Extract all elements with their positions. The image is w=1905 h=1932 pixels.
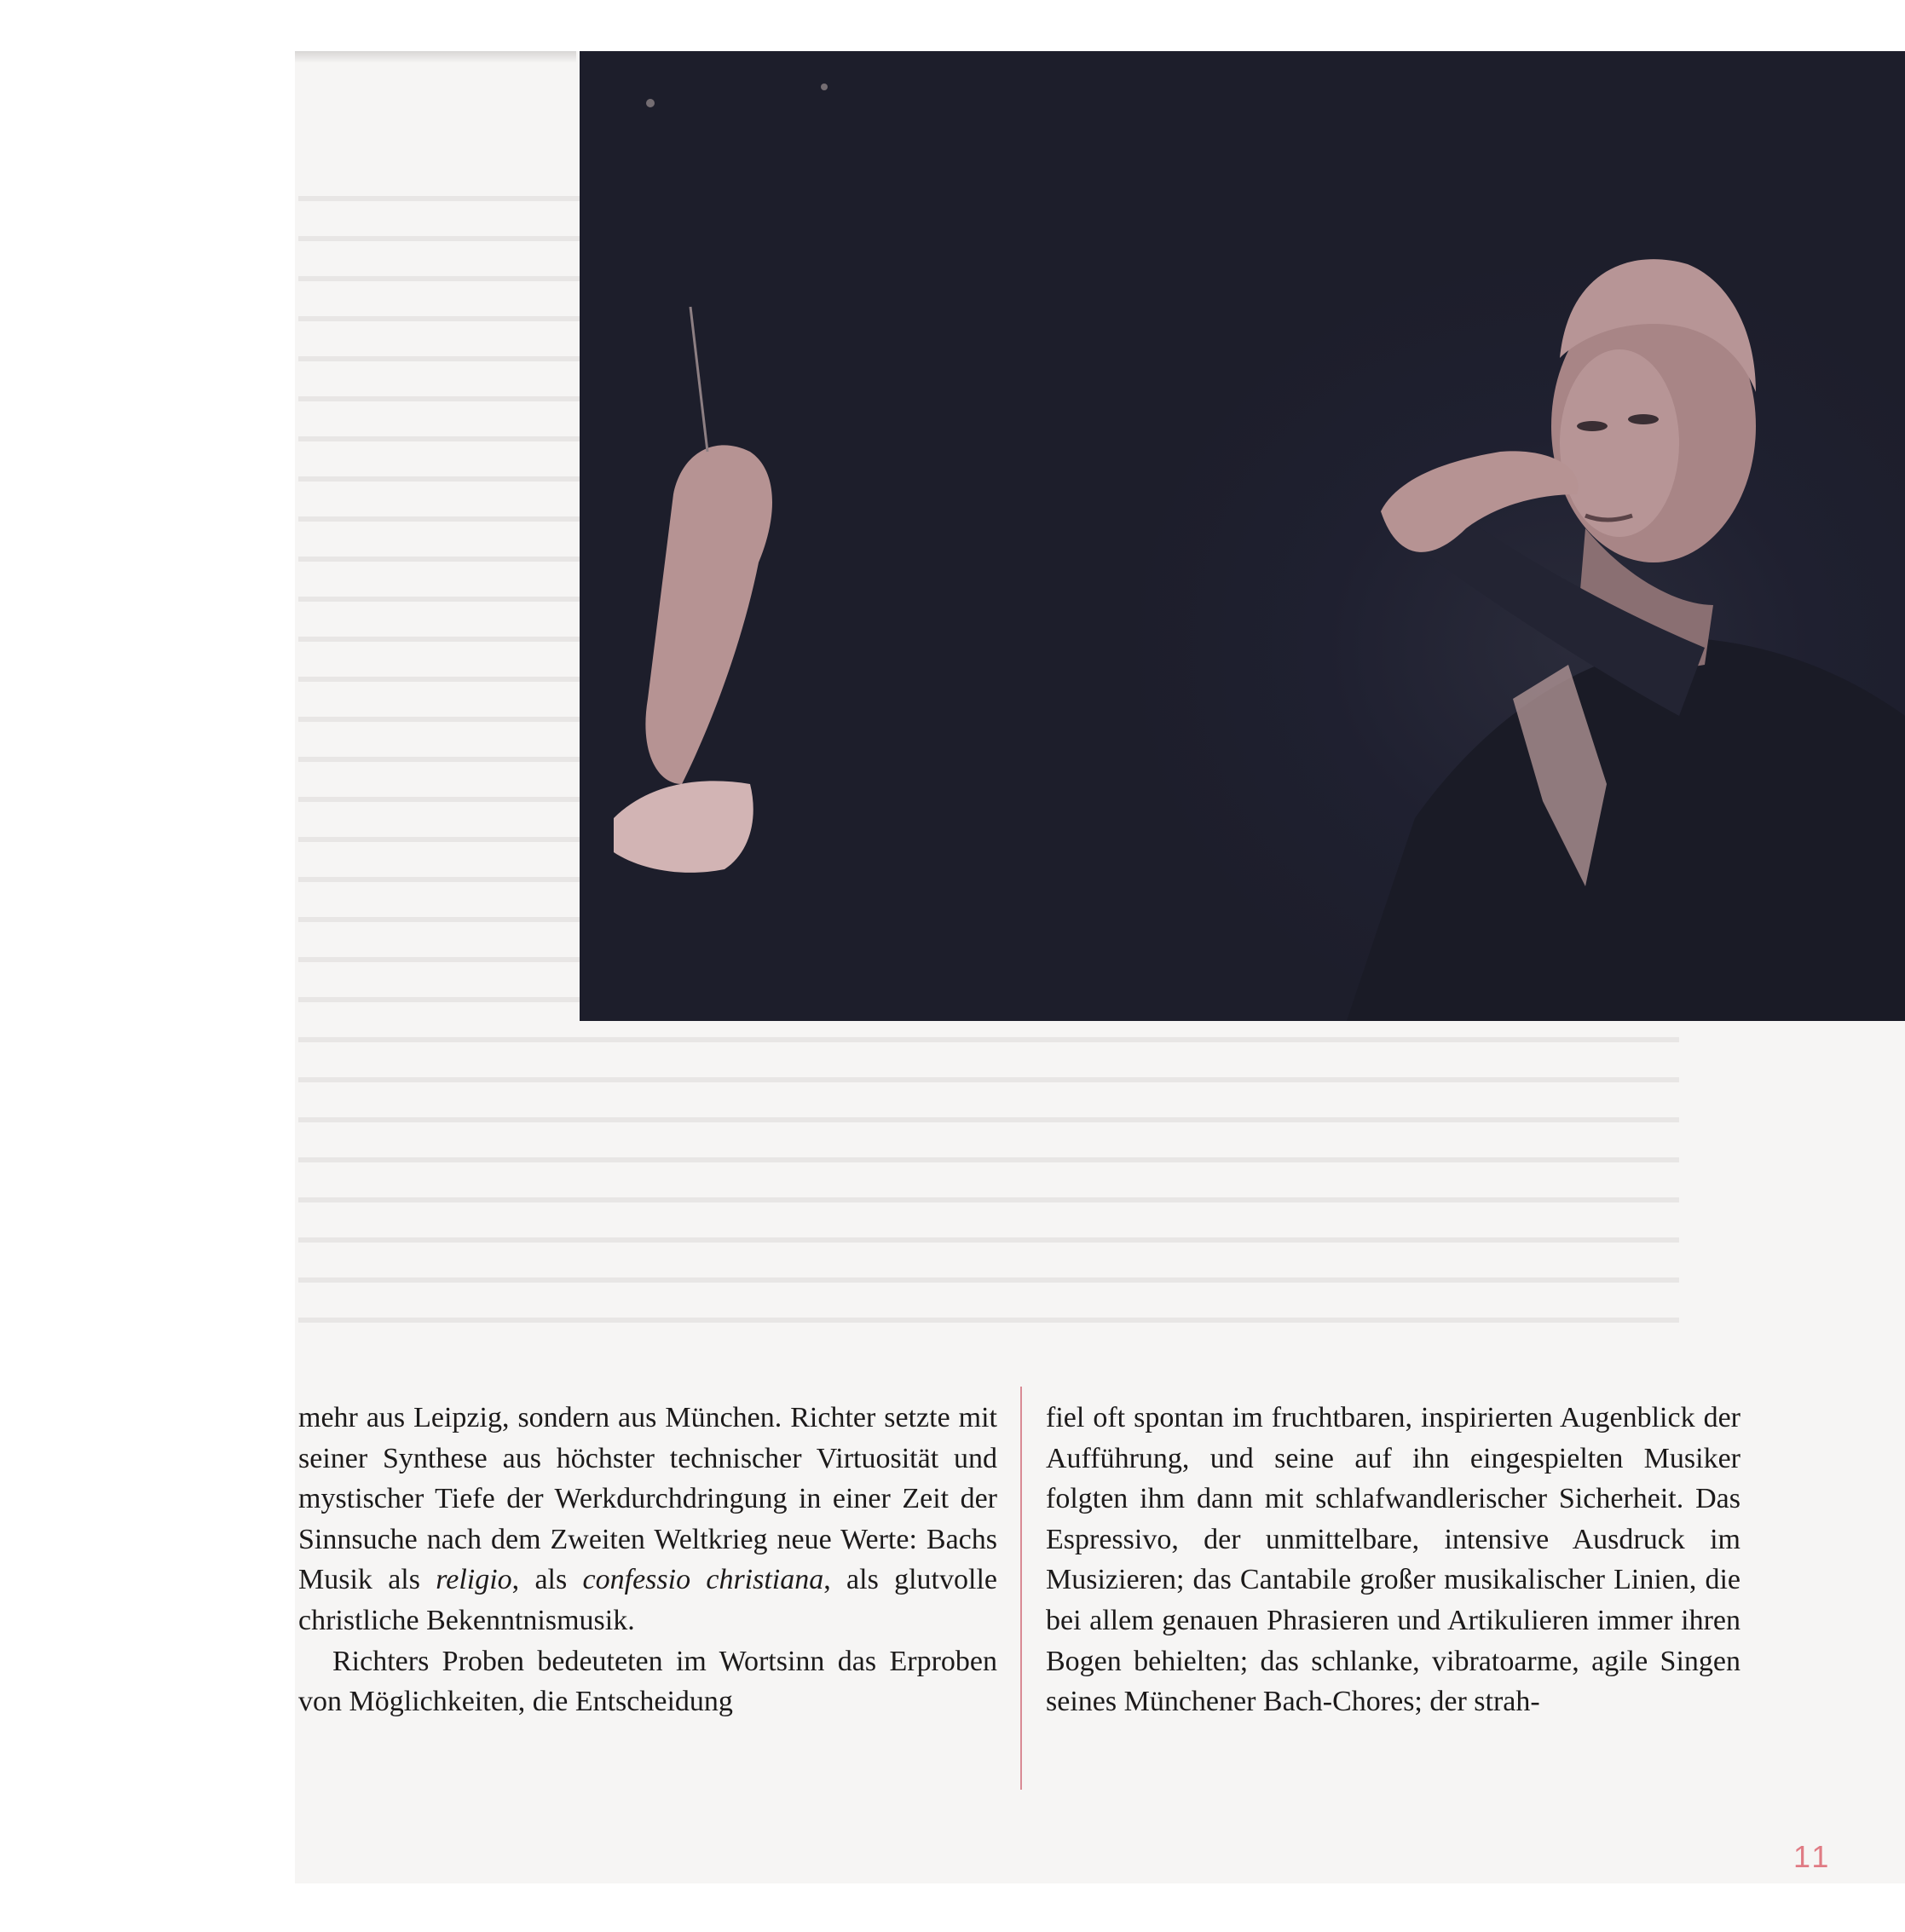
left-p1-mid: , als [511,1564,583,1596]
left-p1-start: mehr aus Leipzig, sondern aus München. Richter setzte mit seiner Synthese aus höchster technischer Virtuosität und mystischer Tiefe der Werkdurchdringung in einer Zeit der Sinnsuche nach dem Zweiten Weltkrieg neue Werte: Bachs Musik als [298,1402,997,1596]
scan-edge-shadow [295,51,576,63]
left-p1-italic-religio: religio [436,1564,512,1596]
right-column [1046,1398,1740,1722]
left-paragraph-1 [298,1398,997,1641]
left-paragraph-2: Richters Proben bedeuteten im Wortsinn das Erproben von Möglichkeiten, die Entscheidung [298,1645,997,1718]
right-paragraph-1: fiel oft spontan im fruchtbaren, inspirierten Augenblick der Aufführung, und seine auf ihn eingespielten Musiker folgten ihm dann mit schlafwandlerischer Sicherheit. Das Espressivo, der unmittelbare, intensive Ausdruck im Musizieren; das Cantabile großer musikalischer Linien, die bei allem genauen Phrasieren und Artikulieren immer ihren Bogen behielten; das schlanke, vibratoarme, agile Singen seines Münchener Bach-Chores; der strah- [1046,1402,1740,1718]
left-p1-italic-confessio: confessio christiana [582,1564,824,1596]
page-number: 11 [1793,1839,1833,1874]
left-column [298,1398,997,1722]
conductor-photo-icon [580,51,1905,1021]
left-p1-end: , als glutvolle christliche Bekenntnismusik. [298,1564,997,1636]
conductor-photo [580,51,1905,1021]
column-divider-rule [1020,1387,1022,1790]
